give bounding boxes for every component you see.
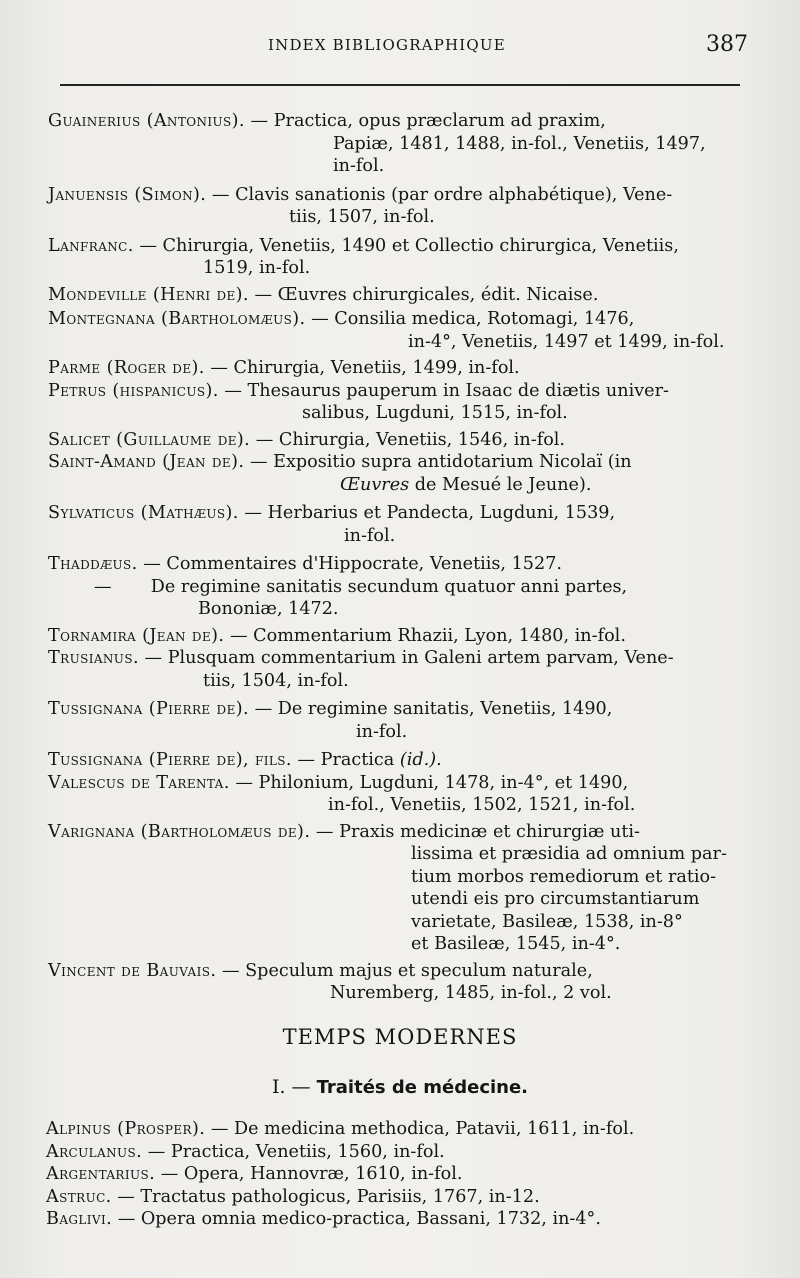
entry-text: — Philonium, Lugduni, 1478, in-4°, et 1490,	[235, 772, 629, 793]
entry-text: — Opera, Hannovræ, 1610, in-fol.	[160, 1164, 463, 1184]
modern-bibliography-list	[0, 1118, 800, 1231]
entry-text: (id.).	[399, 750, 442, 770]
entry-text: — Clavis sanationis (par ordre alphabétique), Vene-	[211, 184, 673, 205]
bibliography-entry	[0, 772, 800, 817]
bibliography-entry	[0, 749, 800, 772]
bibliography-entry	[0, 235, 800, 280]
bibliography-entry	[0, 1186, 800, 1209]
entry-text: in-fol.	[333, 156, 385, 176]
entry-text: utendi eis pro circumstantiarum	[411, 889, 700, 909]
entry-text: tiis, 1507, in-fol.	[289, 207, 435, 227]
entry-author: Baglivi.	[46, 1209, 113, 1229]
entry-author: Astruc.	[46, 1186, 112, 1207]
bibliography-entry	[0, 553, 800, 576]
entry-author: Alpinus (Prosper).	[46, 1119, 206, 1139]
entry-text: in-fol.	[356, 721, 408, 742]
bibliography-entry	[0, 380, 800, 425]
bibliography-entry	[0, 451, 800, 496]
entry-author: Argentarius.	[46, 1164, 156, 1184]
entry-author: Sylvaticus (Mathæus).	[48, 503, 239, 523]
entry-text: — Œuvres chirurgicales, édit. Nicaise.	[254, 284, 599, 305]
entry-author: Mondeville (Henri de).	[48, 284, 249, 305]
entry-author: Lanfranc.	[48, 235, 134, 256]
entry-text: — Consilia medica, Rotomagi, 1476,	[311, 309, 635, 329]
bibliography-entry	[0, 625, 800, 648]
entry-text: — Chirurgia, Venetiis, 1490 et Collectio chirurgica, Venetiis,	[139, 235, 679, 256]
bibliography-entry	[0, 110, 800, 178]
entry-author: Trusianus.	[48, 648, 139, 668]
bibliography-entry	[0, 502, 800, 547]
bibliography-entry	[0, 1118, 800, 1141]
bibliography-entry	[0, 1208, 800, 1231]
subsection-prefix: I. —	[271, 1076, 311, 1098]
entry-author: Varignana (Bartholomæus de).	[48, 821, 311, 842]
entry-author: Saint-Amand (Jean de).	[48, 452, 245, 472]
entry-text: Bononiæ, 1472.	[198, 599, 339, 619]
entry-text: in-fol., Venetiis, 1502, 1521, in-fol.	[328, 795, 636, 815]
entry-author: Guainerius (Antonius).	[48, 111, 245, 131]
section-title: TEMPS MODERNES	[282, 1025, 518, 1049]
entry-text: varietate, Basileæ, 1538, in-8°	[411, 911, 683, 932]
bibliography-entry	[0, 821, 800, 956]
entry-text: in-4°, Venetiis, 1497 et 1499, in-fol.	[408, 331, 725, 352]
entry-text: — Thesaurus pauperum in Isaac de diætis univer-	[224, 380, 669, 401]
entry-text: De regimine sanitatis secundum quatuor anni partes,	[150, 576, 628, 597]
page-number: 387	[706, 32, 748, 57]
header-rule	[60, 84, 740, 86]
entry-author: Salicet (Guillaume de).	[48, 429, 251, 450]
entry-text: — Practica, Venetiis, 1560, in-fol.	[147, 1141, 445, 1162]
entry-author: Thaddæus.	[48, 554, 138, 574]
entry-author: Valescus de Tarenta.	[48, 772, 230, 793]
bibliography-entry	[0, 1141, 800, 1164]
bibliography-entry	[0, 184, 800, 229]
entry-text: de Mesué le Jeune).	[414, 474, 592, 495]
entry-author: Arculanus.	[46, 1141, 143, 1162]
bibliography-entry	[0, 429, 800, 452]
entry-text: Œuvres	[340, 474, 410, 495]
entry-author: Parme (Roger de).	[48, 358, 205, 378]
entry-text: 1519, in-fol.	[203, 258, 311, 278]
entry-author: Montegnana (Bartholomæus).	[48, 309, 306, 329]
subsection-title	[0, 1076, 800, 1098]
entry-text: — Praxis medicinæ et chirurgiæ uti-	[315, 821, 640, 842]
running-header: INDEX BIBLIOGRAPHIQUE	[268, 36, 506, 54]
entry-text: tium morbos remediorum et ratio-	[411, 866, 717, 887]
entry-text: salibus, Lugduni, 1515, in-fol.	[302, 403, 568, 423]
bibliography-entry	[0, 960, 800, 1005]
entry-text: — Plusquam commentarium in Galeni artem parvam, Vene-	[144, 648, 674, 668]
bibliography-entry	[0, 647, 800, 692]
bibliography-entry	[0, 308, 800, 353]
entry-author: Tussignana (Pierre de), fils.	[48, 750, 292, 770]
entry-text: Papiæ, 1481, 1488, in-fol., Venetiis, 1497,	[333, 133, 706, 154]
entry-author: Tussignana (Pierre de).	[48, 699, 249, 719]
entry-text: — Chirurgia, Venetiis, 1546, in-fol.	[255, 429, 566, 450]
subsection-heading: Traités de médecine.	[316, 1077, 529, 1098]
entry-author: Januensis (Simon).	[48, 184, 207, 205]
entry-text: — Tractatus pathologicus, Parisiis, 1767, in-12.	[117, 1186, 540, 1207]
entry-text: Nuremberg, 1485, in-fol., 2 vol.	[330, 983, 612, 1003]
entry-author: Petrus (hispanicus).	[48, 380, 219, 401]
entry-text: — Practica	[297, 750, 395, 770]
bibliography-entry	[0, 576, 800, 621]
entry-text: — Expositio supra antidotarium Nicolaï (in	[249, 452, 632, 472]
entry-text: — Herbarius et Pandecta, Lugduni, 1539,	[244, 503, 616, 523]
entry-text: et Basileæ, 1545, in-4°.	[411, 934, 621, 954]
entry-text: — Commentarium Rhazii, Lyon, 1480, in-fol.	[229, 625, 626, 646]
entry-text: — Commentaires d'Hippocrate, Venetiis, 1527.	[143, 554, 562, 574]
entry-text: — Practica, opus præclarum ad praxim,	[250, 111, 606, 131]
entry-text: — De medicina methodica, Patavii, 1611, in-fol.	[210, 1119, 635, 1139]
entry-text: in-fol.	[344, 525, 396, 546]
bibliography-entry	[0, 357, 800, 380]
entry-author: Tornamira (Jean de).	[48, 625, 225, 646]
bibliography-entry	[0, 284, 800, 307]
ditto-dash: —	[94, 576, 112, 597]
entry-author: Vincent de Bauvais.	[48, 960, 217, 981]
medieval-bibliography-list	[0, 110, 800, 1005]
bibliography-entry	[0, 1163, 800, 1186]
entry-text: — Chirurgia, Venetiis, 1499, in-fol.	[210, 358, 520, 378]
entry-text: — De regimine sanitatis, Venetiis, 1490,	[254, 699, 613, 719]
entry-text: lissima et præsidia ad omnium par-	[411, 844, 727, 864]
entry-text: — Speculum majus et speculum naturale,	[221, 960, 593, 981]
entry-text: tiis, 1504, in-fol.	[203, 670, 349, 691]
entry-text: — Opera omnia medico-practica, Bassani, 1732, in-4°.	[117, 1209, 601, 1229]
bibliography-entry	[0, 698, 800, 743]
